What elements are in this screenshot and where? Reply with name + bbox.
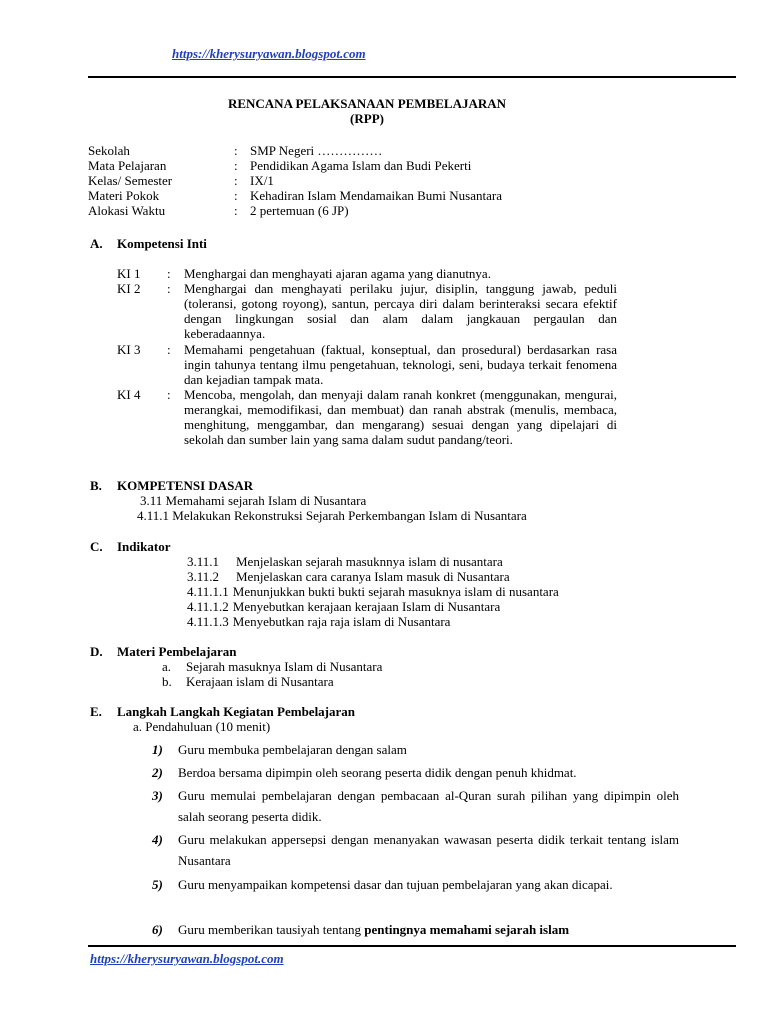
section-letter: D.: [90, 644, 103, 659]
header-link[interactable]: https://kherysuryawan.blogspot.com: [172, 46, 366, 61]
ki-text: Menghargai dan menghayati ajaran agama yang dianutnya.: [184, 266, 491, 281]
step-text: Guru membuka pembelajaran dengan salam: [178, 742, 407, 757]
ki-code: KI 3: [117, 342, 141, 357]
step-number: 5): [152, 877, 163, 892]
section-letter: A.: [90, 236, 103, 251]
step-text: Guru menyampaikan kompetensi dasar dan tujuan pembelajaran yang akan dicapai.: [178, 877, 613, 892]
document-subtitle: (RPP): [350, 111, 384, 126]
section-c-heading: [90, 539, 170, 554]
indicator-item: [187, 614, 450, 629]
indicator-item: [187, 554, 503, 569]
identity-value: Pendidikan Agama Islam dan Budi Pekerti: [250, 158, 472, 173]
indicator-code: 3.11.2: [187, 569, 220, 584]
section-letter: B.: [90, 478, 102, 493]
indicator-item: [187, 569, 510, 584]
section-title: Materi Pembelajaran: [117, 644, 237, 659]
indicator-text: Menyebutkan kerajaan kerajaan Islam di Nusantara: [232, 599, 501, 614]
indicator-code: 4.11.1.3: [187, 614, 229, 629]
indicator-text: Menunjukkan bukti bukti sejarah masuknya islam di nusantara: [232, 584, 559, 599]
ki-colon: :: [167, 342, 171, 357]
material-text: Kerajaan islam di Nusantara: [186, 674, 334, 689]
identity-label: Materi Pokok: [88, 188, 160, 203]
identity-value: Kehadiran Islam Mendamaikan Bumi Nusantara: [250, 188, 502, 203]
ki-text: Memahami pengetahuan (faktual, konseptual, dan prosedural) berdasarkan rasa ingin tahunya tentang ilmu pengetahuan, teknologi, seni, budaya terkait fenomena dan kejadian tampak mata.: [184, 342, 617, 387]
indicator-item: [187, 599, 500, 614]
ki-code: KI 2: [117, 281, 141, 296]
step-text: Guru memulai pembelajaran dengan pembacaan al-Quran surah pilihan yang dipimpin oleh salah seorang peserta didik.: [178, 788, 679, 824]
section-a-heading: [90, 236, 207, 251]
ki-code: KI 4: [117, 387, 141, 402]
section-b-heading: [90, 478, 253, 493]
material-letter: a.: [162, 659, 172, 674]
step-text: Guru melakukan appersepsi dengan menanyakan wawasan peserta didik terkait tentang islam Nusantara: [178, 832, 679, 868]
identity-label: Kelas/ Semester: [88, 173, 173, 188]
material-text: Sejarah masuknya Islam di Nusantara: [186, 659, 383, 674]
identity-colon: :: [234, 143, 238, 158]
section-e-heading: [90, 704, 355, 719]
identity-value: SMP Negeri ……………: [250, 143, 383, 158]
step-number: 1): [152, 742, 163, 757]
material-letter: b.: [162, 674, 172, 689]
section-title: Indikator: [117, 539, 171, 554]
activity-sub-label: a. Pendahuluan (10 menit): [133, 719, 271, 734]
ki-colon: :: [167, 281, 171, 296]
kd-item: 3.11 Memahami sejarah Islam di Nusantara: [140, 493, 367, 508]
section-title: Langkah Langkah Kegiatan Pembelajaran: [117, 704, 356, 719]
step-number: 2): [152, 765, 163, 780]
section-d-heading: [90, 644, 236, 659]
kd-item: 4.11.1 Melakukan Rekonstruksi Sejarah Perkembangan Islam di Nusantara: [137, 508, 527, 523]
header-rule: [88, 76, 736, 78]
indicator-code: 4.11.1.2: [187, 599, 229, 614]
identity-label: Sekolah: [88, 143, 130, 158]
section-letter: E.: [90, 704, 102, 719]
document-title: RENCANA PELAKSANAAN PEMBELAJARAN: [227, 96, 507, 111]
indicator-code: 4.11.1.1: [187, 584, 229, 599]
ki-colon: :: [167, 387, 171, 402]
identity-label: Alokasi Waktu: [88, 203, 166, 218]
material-item: [162, 674, 334, 689]
ki-text: Menghargai dan menghayati perilaku jujur, disiplin, tanggung jawab, peduli (toleransi, gotong royong), santun, percaya diri dalam berinteraksi secara efektif dengan lingkungan sosial dan alam dalam jangkauan pergaulan dan keberadaannya.: [184, 281, 617, 341]
indicator-item: [187, 584, 559, 599]
ki-code: KI 1: [117, 266, 141, 281]
footer-link[interactable]: https://kherysuryawan.blogspot.com: [90, 951, 284, 966]
material-item: [162, 659, 382, 674]
identity-value: 2 pertemuan (6 JP): [250, 203, 349, 218]
section-title: KOMPETENSI DASAR: [117, 478, 254, 493]
step-text-plain: Guru memberikan tausiyah tentang: [178, 922, 365, 937]
step-text: [178, 919, 679, 940]
identity-value: IX/1: [250, 173, 274, 188]
section-letter: C.: [90, 539, 103, 554]
ki-colon: :: [167, 266, 171, 281]
footer-rule: [88, 945, 736, 947]
identity-colon: :: [234, 173, 238, 188]
ki-text: Mencoba, mengolah, dan menyaji dalam ranah konkret (menggunakan, mengurai, merangkai, memodifikasi, dan membuat) dan ranah abstrak (menulis, membaca, menghitung, menggambar, dan mengarang) sesuai dengan yang dipelajari di sekolah dan sumber lain yang sama dalam sudut pandang/teori.: [184, 387, 617, 447]
step-number: 3): [152, 788, 163, 803]
identity-colon: :: [234, 158, 238, 173]
indicator-text: Menjelaskan cara caranya Islam masuk di Nusantara: [236, 569, 510, 584]
identity-label: Mata Pelajaran: [88, 158, 167, 173]
identity-colon: :: [234, 188, 238, 203]
step-text-bold: pentingnya memahami sejarah islam: [364, 922, 570, 937]
indicator-text: Menyebutkan raja raja islam di Nusantara: [232, 614, 451, 629]
step-number: 6): [152, 922, 163, 937]
indicator-text: Menjelaskan sejarah masuknnya islam di nusantara: [236, 554, 503, 569]
section-title: Kompetensi Inti: [117, 236, 207, 251]
step-number: 4): [152, 832, 163, 847]
indicator-code: 3.11.1: [187, 554, 220, 569]
step-text: Berdoa bersama dipimpin oleh seorang peserta didik dengan penuh khidmat.: [178, 765, 577, 780]
identity-colon: :: [234, 203, 238, 218]
